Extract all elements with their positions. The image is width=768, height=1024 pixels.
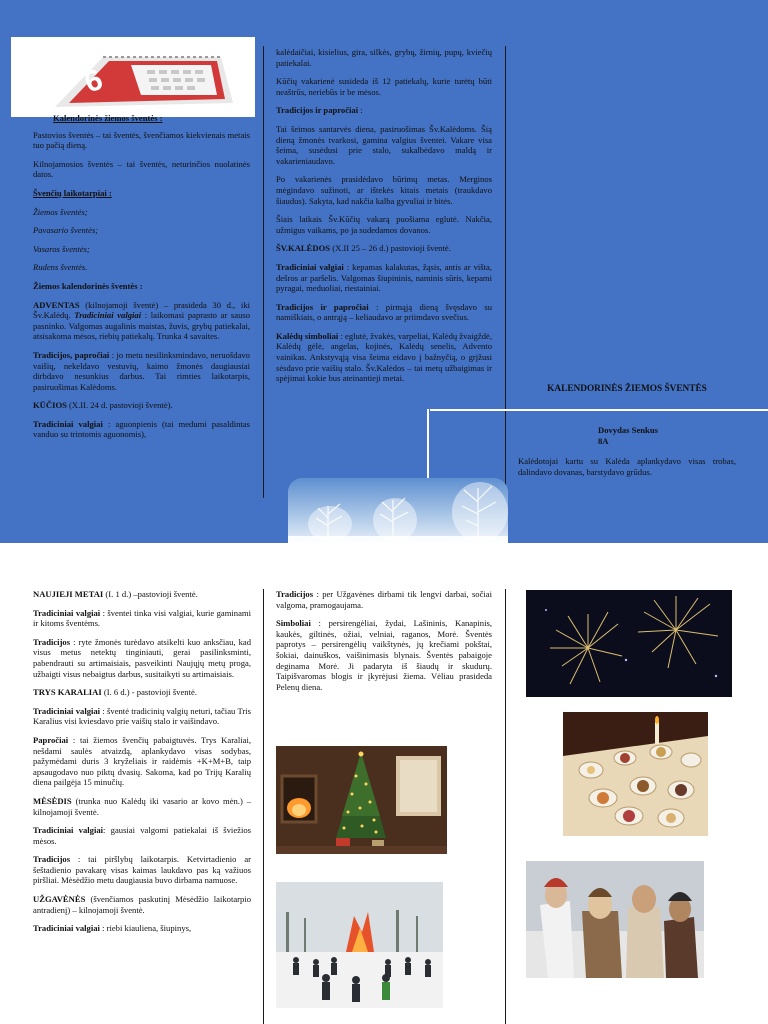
text: : per Užgavėnes dirbami tik lengvi darbai, sočiai valgoma, pramogaujama. — [276, 589, 492, 610]
label: Tradiciniai valgiai — [33, 607, 101, 618]
text: : šventė tradicinių valgių neturi, tačiau Tris Karalius visi kviesdavo prie vaišių stalo ir vaišindavo. — [33, 705, 251, 727]
section-heading: Švenčių laikotarpiai : — [33, 187, 112, 198]
label: Tradicijos ir papročiai — [276, 301, 369, 312]
paragraph: Tai šeimos santarvės diena, pasiruošimas Šv.Kalėdoms. Šią dieną žmonės tvarkosi, gamina valgius šventei. Vakare visa šeima, susėdusi prie stalo, sukalbėdavo maldą ir vakarieniaudavo. — [276, 123, 492, 166]
paragraph — [33, 300, 250, 342]
heading-cut: Kalendorinės žiemos šventės : — [53, 113, 163, 123]
paragraph — [33, 589, 251, 600]
label: Tradicijos — [33, 636, 71, 647]
winter-trees-image — [288, 478, 508, 543]
paragraph — [33, 706, 251, 727]
frame-line — [430, 409, 768, 411]
column-divider — [263, 589, 264, 1024]
holiday-title: ŠV.KALĖDOS — [276, 243, 331, 254]
paragraph: Pastovios šventės – tai šventės, švenčiamos kiekvienais metais tuo pačią dieną. — [33, 129, 250, 151]
text: : — [358, 105, 363, 116]
paragraph: Po vakarienės prasidėdavo būrimų metas. Merginos mėgindavo sužinoti, ar ištekės kitais metais (traukdavo šiaudus). Sakyta, kad nakčia kalba gyvuliai ir bitės. — [276, 174, 492, 206]
masks-image — [526, 861, 704, 978]
label: Tradiciniai valgiai — [276, 261, 344, 272]
label: Tradicijos, papročiai — [33, 349, 110, 360]
holiday-title: ADVENTAS — [33, 299, 80, 310]
brochure-inner-page — [0, 543, 768, 1024]
text: (X.II 25 – 26 d.) pastovioji šventė. — [330, 243, 451, 254]
frame-line — [427, 409, 429, 478]
text: : jo metu nesilinksmindavo, neruošdavo vaišių, nekeldavo vestuvių, kaimo žmonės daugiausiai dirbdavo nesunkius darbus. Tai rimties laikotarpis, pasiruošimas Kalėdoms. — [33, 349, 250, 392]
holiday-title: TRYS KARALIAI — [33, 687, 102, 698]
text: : gausiai valgomi patiekalai iš šviežios mėsos. — [33, 825, 251, 846]
front-column-1 — [33, 113, 250, 448]
text: : laikomasi paprasto ar sauso pasninko. Valgomas augalinis maistas, žuvis, grybų patiekalai, atsisakoma mėsos, riebių patiekalų. Trunka 4 savaites. — [33, 310, 251, 342]
label: Tradiciniai valgiai — [33, 923, 100, 934]
text: : kepamas kalakutas, žąsis, antis ar višta, dešros ar paršelis. Valgomas šiupininis, naminis sūris, kepami pyragai, meduoliai, riestainiai. — [276, 261, 492, 294]
label: Tradicijos — [276, 589, 314, 599]
column-divider — [505, 46, 506, 498]
paragraph — [33, 400, 250, 411]
text: : persirengėliai, žydai, Lašininis, Kanapinis, kaukės, giltinės, ožiai, velniai, raganos, Morė. Šventės paprotys – persirengėlių vaikštynės, jų krečiami pokštai, šokiai, dainuškos, vaišinimasis blynais. Šventės pabaigoje deginama Morė. Ji padaryta iš šiaudų ir skudurų. Taipišvaromas blogis ir įkyrėjusi žiema. Vėliau prasideda Pelenų diena. — [276, 618, 492, 692]
paragraph — [33, 796, 251, 817]
section-heading: Žiemos kalendorinės šventės : — [33, 280, 143, 291]
inner-column-2 — [276, 589, 492, 700]
front-column-2 — [276, 47, 492, 392]
text: : tai piršlybų laikotarpis. Ketvirtadienio ar šeštadienio pavakarę visas kaimas laukdavo pas ką važiuos piršliai. Mėsėdžio metu daugiausia buvo dirbama namuose. — [33, 854, 251, 886]
paragraph — [276, 331, 492, 384]
front-column-3 — [518, 384, 748, 477]
brochure-title: KALENDORINĖS ŽIEMOS ŠVENTĖS — [547, 384, 707, 394]
list-item: Rudens šventės. — [33, 262, 88, 273]
text: (trunka nuo Kalėdų iki vasario ar kovo mėn.) – kilnojamoji šventė. — [33, 795, 251, 817]
holiday-title: NAUJIEJI METAI — [33, 589, 104, 599]
paragraph — [276, 302, 492, 323]
paragraph — [33, 687, 251, 698]
author-name: Dovydas Senkus — [598, 425, 658, 435]
list-item: Pavasario šventės; — [33, 225, 99, 236]
paragraph — [33, 735, 251, 788]
paragraph — [33, 894, 251, 915]
text: (švenčiamos paskutinį Mėsėdžio laikotarpio antradienį) – kilnojamoji šventė. — [33, 894, 251, 915]
label: Tradiciniai valgiai — [33, 418, 103, 429]
paragraph — [33, 825, 251, 846]
text: : pirmąją dieną švęsdavo su namiškiais, o antrąją – keliaudavo ar priimdavo svečius. — [276, 301, 492, 323]
text: (kilnojamoji šventė) – prasideda 30 d., iki Šv.Kalėdų. — [33, 299, 250, 321]
inner-column-1 — [33, 589, 251, 942]
paragraph — [33, 608, 251, 629]
text: : ryte žmonės turėdavo atsikelti kuo anksčiau, kad visus metus netektų tinginiauti, gerai pasilinksminti, pabendrauti su artimaisiais, pasveikinti Naujųjų metų proga, užbaigti visus nebaigtus darbus, susitaikyti su artimaisiais. — [33, 636, 251, 679]
list-item: Žiemos šventės; — [33, 206, 88, 217]
text: (X.II. 24 d. pastovioji šventė). — [66, 400, 173, 411]
paragraph — [276, 262, 492, 294]
text: (I. 1 d.) –pastovioji šventė. — [103, 589, 198, 599]
holiday-title: UŽGAVĖNĖS — [33, 894, 86, 905]
paragraph — [276, 105, 492, 116]
label: Kalėdų simboliai — [276, 330, 339, 341]
author-class: 8A — [598, 436, 609, 446]
paragraph — [276, 589, 492, 610]
column-divider — [263, 46, 264, 498]
list-item: Vasaros šventės; — [33, 243, 90, 254]
christmas-tree-image — [276, 746, 447, 854]
text: : eglutė, žvakės, varpeliai, Kalėdų žvaigždė, Kalėdų gėlė, angelas, kojinės, Kalėdų senelis, Advento vainikas. Ankstyvąją visa šeima eidavo į bažnyčią, o grįžusi sėsdavo prie vaišių stalo. Šv.Kalėdos – tai metų užbaigimas ir spėjimai kokie bus ateinantieji metai. — [276, 330, 492, 384]
label: Papročiai — [33, 734, 69, 745]
text: (I. 6 d.) - pastovioji šventė. — [101, 687, 197, 698]
paragraph — [33, 637, 251, 679]
label: Tradiciniai valgiai — [33, 825, 104, 836]
section-heading: Tradicijos ir papročiai — [276, 105, 359, 116]
paragraph — [33, 419, 250, 440]
paragraph — [276, 618, 492, 692]
caption: Kalėdotojai kartu su Kalėda aplankydavo visas trobas, dalindavo dovanas, barstydavo grūdus. — [518, 456, 736, 477]
text: : šventei tinka visi valgiai, kurie gaminami ir kitoms šventėms. — [33, 607, 251, 629]
text: : tai žiemos švenčių pabaigtuvės. Trys Karaliai, nešdami saulės atvaizdą, aplankydavo visas sodybas, pažymėdami duris 3 kryželiais ir raidėmis +K+M+B, taip apsaugodavo nuo piktų dvasių. Sakoma, kad po Trijų Karalių diena pailgėja 15 minučių. — [33, 734, 251, 788]
paragraph — [33, 350, 250, 392]
paragraph: kalėdaičiai, kisielius, gira, silkės, grybų, žirnių, pupų, kviečių patiekalai. — [276, 47, 492, 68]
holiday-title: KŪČIOS — [33, 400, 67, 411]
paragraph: Kilnojamosios šventės – tai šventės, neturinčios nuolatinės datos. — [33, 158, 250, 180]
text: : aguonpienis (tai medumi pasaldintas vanduo su trintomis aguonomis), — [33, 418, 250, 440]
bonfire-image — [276, 882, 443, 1008]
calendar-image — [11, 37, 255, 117]
paragraph — [33, 854, 251, 886]
label: Tradiciniai valgiai — [33, 705, 101, 716]
kucios-table-image — [563, 712, 708, 836]
label: Tradicijos — [33, 854, 71, 865]
paragraph — [33, 923, 251, 934]
paragraph — [276, 243, 492, 254]
paragraph: Kūčių vakarienė susideda iš 12 patiekalų, kurie turėtų būti neaštrūs, neriebūs ir be mėsos. — [276, 76, 492, 97]
label: Tradiciniai valgiai — [74, 310, 142, 321]
label: Simboliai — [276, 618, 311, 629]
column-divider — [505, 589, 506, 1024]
paragraph: Šiais laikais Šv.Kūčių vakarą puošiama eglutė. Nakčia, užmigus vaikams, po ja sudedamos dovanos. — [276, 214, 492, 235]
svg-text:6: 6 — [80, 62, 108, 100]
fireworks-image — [526, 590, 732, 697]
text: : riebi kiauliena, šiupinys, — [99, 923, 192, 934]
holiday-title: MĖSĖDIS — [33, 795, 72, 806]
